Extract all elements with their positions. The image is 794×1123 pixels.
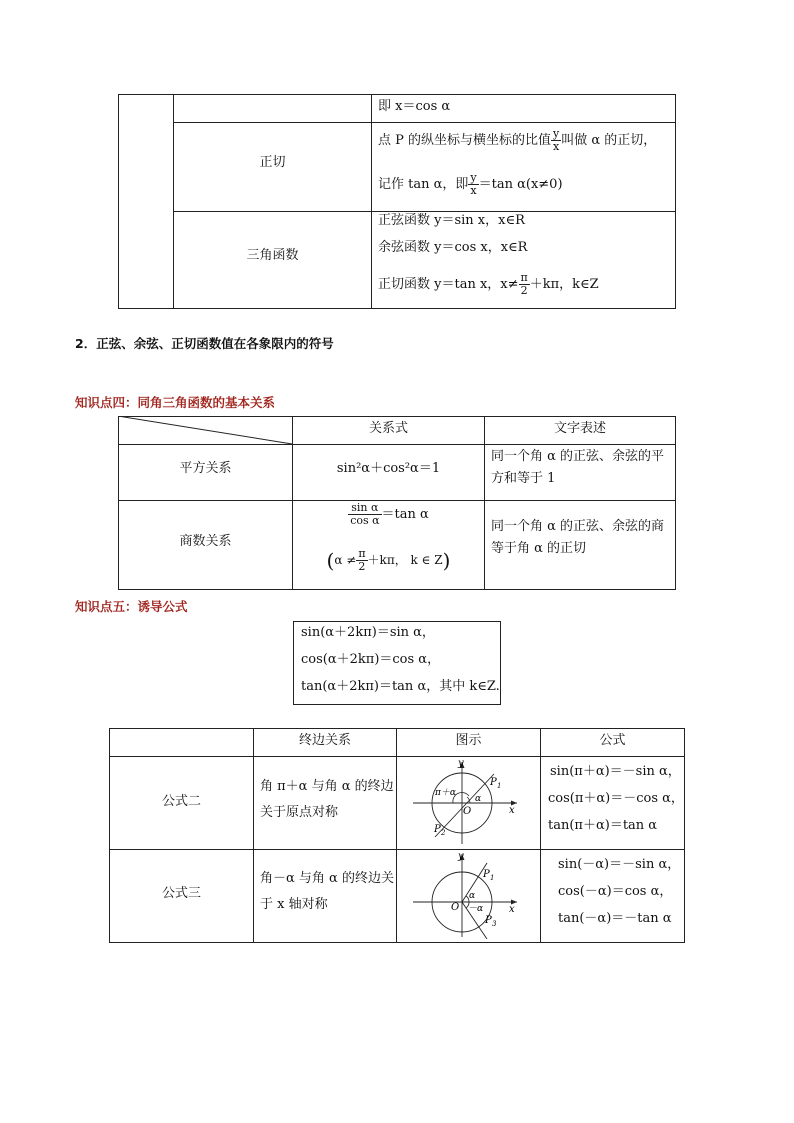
cosine-definition: 即 x＝cos α	[378, 99, 451, 114]
axis-label-y: y	[458, 851, 464, 862]
trig-functions-label: 三角函数	[246, 248, 299, 263]
col-header-figure: 图示	[455, 733, 482, 748]
quotient-relation-formula: $\frac{\text{sin α}}{\text{cos α}}$ ＝tan α	[350, 501, 429, 527]
formula-two-label: 公式二	[161, 794, 201, 809]
point-p1-label: P	[483, 869, 490, 880]
formula-three-label: 公式三	[161, 886, 201, 901]
origin-label: O	[451, 902, 460, 913]
square-relation-text: 同一个角 α 的正弦、余弦的平方和等于 1	[491, 449, 665, 486]
figure-x-axis-symmetry	[405, 851, 530, 939]
svg-text:1: 1	[490, 874, 495, 882]
axis-label-x: x	[509, 805, 515, 816]
formula-cos-period: cos(α＋2kπ)＝cos α，	[301, 652, 441, 667]
formula-two-sin: sin(π＋α)＝－sin α，	[550, 764, 681, 779]
diagonal-header-line	[118, 416, 293, 445]
tangent-function: 正切函数 y＝tan x，x≠ $\frac{\pi}{2}$ ＋kπ，k∈Z	[378, 271, 599, 297]
origin-label: O	[463, 806, 472, 817]
axis-label-y: y	[458, 758, 464, 769]
angle-neg-alpha-label: －α	[468, 904, 484, 914]
formula-two-relation: 角 π＋α 与角 α 的终边关于原点对称	[260, 779, 394, 820]
fraction-pi-over-2: $\frac{\pi}{2}$	[358, 547, 366, 573]
svg-text:2: 2	[441, 829, 446, 837]
col-header-text: 文字表述	[553, 421, 606, 436]
formula-two-cos: cos(π＋α)＝－cos α，	[548, 791, 684, 806]
angle-alpha-label: α	[475, 794, 482, 804]
section-2-heading: 2．正弦、余弦、正切函数值在各象限内的符号	[75, 336, 334, 351]
col-header-formula: 关系式	[368, 421, 408, 436]
kp5-heading: 知识点五：诱导公式	[75, 599, 188, 614]
svg-text:3: 3	[492, 920, 497, 928]
formula-three-tan: tan(－α)＝－tan α	[558, 911, 672, 926]
col-header-relation: 终边关系	[298, 733, 351, 748]
svg-text:1: 1	[497, 782, 502, 790]
kp4-heading: 知识点四：同角三角函数的基本关系	[75, 395, 276, 410]
tangent-definition-line2: 记作 tan α，即 $\frac{y}{x}$ ＝tan α(x≠0)	[378, 171, 563, 197]
formula-tan-period: tan(α＋2kπ)＝tan α，其中 k∈Z.	[301, 679, 500, 694]
fraction-y-over-x: $\frac{y}{x}$	[553, 127, 560, 153]
tangent-label: 正切	[259, 155, 286, 170]
sine-function: 正弦函数 y＝sin x，x∈R	[378, 213, 525, 228]
fraction-sin-over-cos: $\frac{\text{sin α}}{\text{cos α}}$	[350, 501, 380, 527]
angle-pi-plus-alpha-label: π＋α	[435, 788, 456, 798]
point-p3-label: P	[485, 915, 492, 926]
formula-sin-period: sin(α＋2kπ)＝sin α，	[301, 625, 435, 640]
quotient-relation-text: 同一个角 α 的正弦、余弦的商等于角 α 的正切	[491, 519, 665, 556]
formula-three-relation: 角－α 与角 α 的终边关于 x 轴对称	[260, 871, 394, 912]
square-relation-label: 平方关系	[179, 461, 232, 476]
quotient-relation-label: 商数关系	[179, 534, 232, 549]
formula-three-sin: sin(－α)＝－sin α，	[558, 857, 681, 872]
tangent-definition-line1: 点 P 的纵坐标与横坐标的比值 $\frac{y}{x}$ 叫做 α 的正切，	[378, 127, 657, 153]
cosine-function: 余弦函数 y＝cos x，x∈R	[378, 240, 528, 255]
fraction-pi-over-2: $\frac{\pi}{2}$	[520, 271, 528, 297]
axis-label-x: x	[509, 904, 515, 915]
formula-two-tan: tan(π＋α)＝tan α	[548, 818, 658, 833]
fraction-y-over-x: $\frac{y}{x}$	[470, 171, 477, 197]
quotient-relation-condition: (α ≠ $\frac{\pi}{2}$ ＋kπ， k ∈ Z)	[326, 547, 451, 573]
col-header-formula: 公式	[599, 733, 626, 748]
point-p1-label: P	[490, 777, 497, 788]
periodicity-formula-box	[293, 621, 501, 705]
point-p2-label: P	[434, 824, 441, 835]
square-relation-formula: sin²α＋cos²α＝1	[336, 461, 441, 476]
formula-three-cos: cos(－α)＝cos α，	[558, 884, 673, 899]
angle-alpha-label: α	[469, 891, 476, 901]
figure-origin-symmetry	[405, 758, 530, 846]
